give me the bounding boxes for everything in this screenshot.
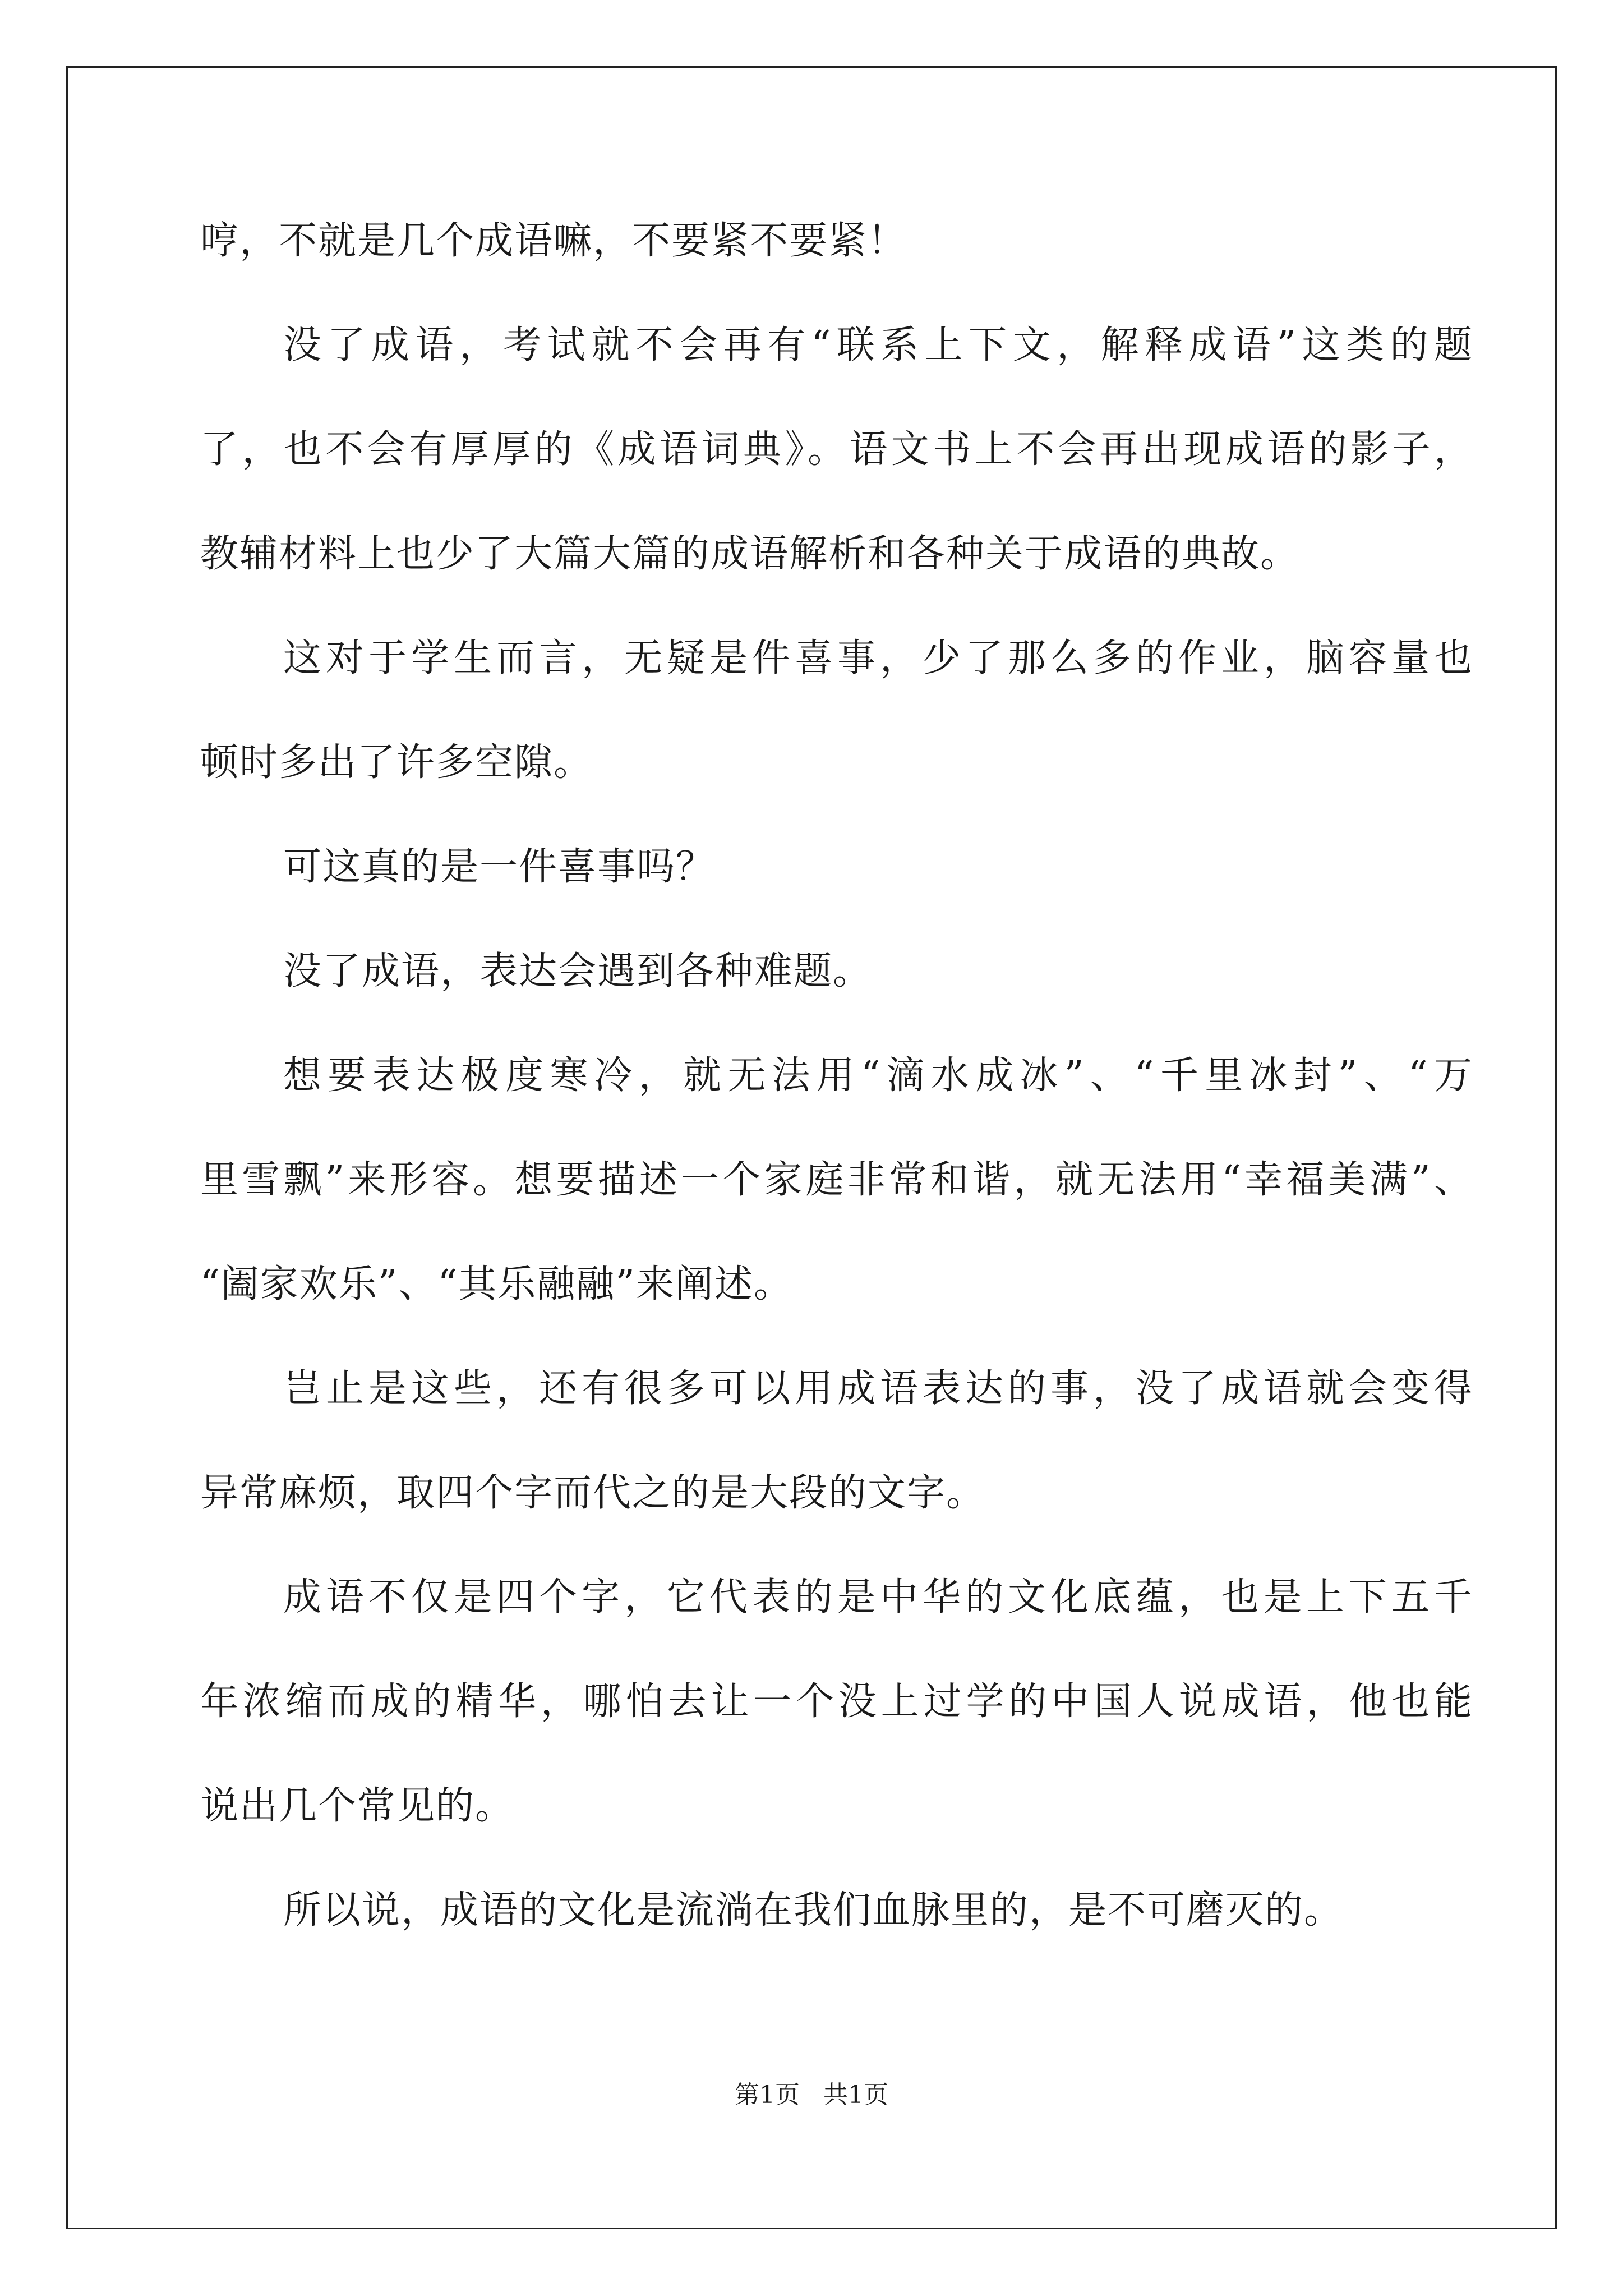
text-line: 想要表达极度寒冷，就无法用“滴水成冰”、“千里冰封”、“万 xyxy=(283,1053,1473,1098)
page-number: 第1页 xyxy=(735,2081,800,2109)
text-line: 这对于学生而言，无疑是件喜事，少了那么多的作业，脑容量也 xyxy=(283,636,1473,680)
text-line: 所以说，成语的文化是流淌在我们血脉里的，是不可磨灭的。 xyxy=(283,1888,1344,1932)
text-line: 年浓缩而成的精华，哪怕去让一个没上过学的中国人说成语，他也能 xyxy=(200,1680,1473,1724)
text-line: 了，也不会有厚厚的《成语词典》。语文书上不会再出现成语的影子， xyxy=(200,427,1473,472)
text-line: 异常麻烦，取四个字而代之的是大段的文字。 xyxy=(200,1471,986,1515)
text-line: 顿时多出了许多空隙。 xyxy=(200,740,593,785)
text-line: 里雪飘”来形容。想要描述一个家庭非常和谐，就无法用“幸福美满”、 xyxy=(200,1158,1473,1202)
text-line: “阖家欢乐”、“其乐融融”来阐述。 xyxy=(200,1262,794,1306)
page-footer xyxy=(0,2078,1623,2112)
text-line: 哼，不就是几个成语嘛，不要紧不要紧！ xyxy=(200,219,907,263)
text-line: 岂止是这些，还有很多可以用成语表达的事，没了成语就会变得 xyxy=(283,1366,1473,1411)
text-line: 没了成语，表达会遇到各种难题。 xyxy=(283,949,873,993)
text-line: 说出几个常见的。 xyxy=(200,1784,515,1828)
text-line: 成语不仅是四个字，它代表的是中华的文化底蕴，也是上下五千 xyxy=(283,1575,1473,1619)
text-line: 可这真的是一件喜事吗？ xyxy=(283,845,716,889)
text-line: 没了成语，考试就不会再有“联系上下文，解释成语”这类的题 xyxy=(283,323,1473,367)
text-line: 教辅材料上也少了大篇大篇的成语解析和各种关于成语的典故。 xyxy=(200,532,1300,576)
page-total: 共1页 xyxy=(823,2081,888,2109)
